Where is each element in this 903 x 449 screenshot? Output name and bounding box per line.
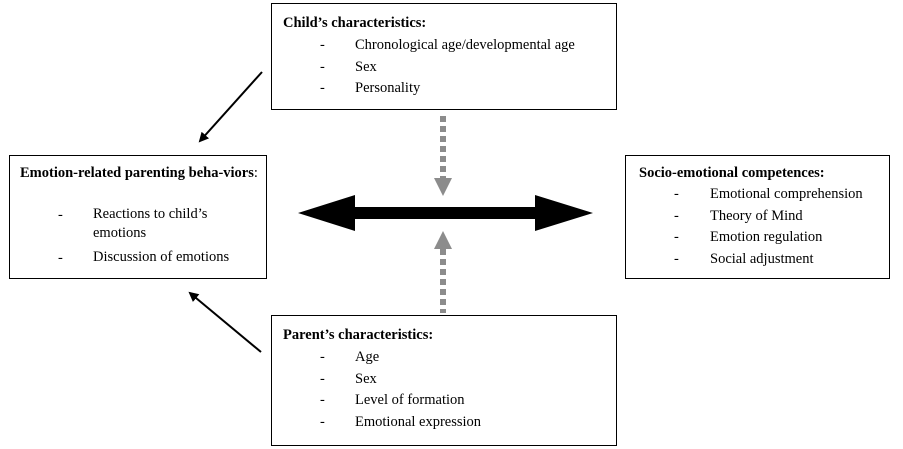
list-item [674, 184, 884, 206]
list-item [320, 347, 610, 369]
child-characteristics-box [271, 3, 617, 110]
socio-item-adjustment: Social adjustment [710, 250, 814, 267]
child-item-age: Chronological age/developmental age [355, 37, 575, 53]
list-item [320, 412, 610, 434]
emotion-parenting-title [20, 163, 260, 183]
bullet-dash: - [674, 250, 679, 267]
double-headed-arrow [298, 195, 593, 231]
bullet-dash: - [320, 392, 325, 408]
bullet-dash: - [320, 370, 325, 387]
list-item [58, 205, 258, 243]
child-item-personality: Personality [355, 80, 421, 96]
parent-characteristics-list [320, 347, 610, 433]
socio-emotional-title: Socio-emotional competences: [639, 165, 825, 181]
bullet-dash: - [58, 207, 63, 223]
bullet-dash: - [674, 229, 679, 245]
list-item [320, 78, 610, 100]
list-item [320, 57, 610, 79]
socio-emotional-box [625, 155, 890, 279]
list-item [320, 369, 610, 391]
emotion-parenting-title-colon: : [253, 165, 258, 181]
emotion-parenting-box [9, 155, 267, 279]
bullet-dash: - [320, 58, 325, 75]
bullet-dash: - [58, 250, 63, 266]
bullet-dash: - [320, 80, 325, 96]
list-item [674, 249, 884, 271]
arrow-parent-to-parenting [190, 293, 261, 352]
socio-item-comprehension: Emotional comprehension [710, 186, 863, 202]
list-item [674, 227, 884, 249]
socio-item-theory-of-mind: Theory of Mind [710, 207, 803, 224]
bullet-dash: - [320, 37, 325, 53]
bullet-dash: - [320, 349, 325, 365]
emotion-parenting-title-text: Emotion-related parenting beha-viors [20, 165, 254, 181]
list-item [674, 206, 884, 228]
child-item-sex: Sex [355, 58, 377, 75]
socio-emotional-list [674, 184, 884, 270]
dotted-arrow-up [434, 231, 452, 313]
parent-characteristics-box [271, 315, 617, 446]
list-item [320, 390, 610, 412]
bullet-dash: - [674, 186, 679, 202]
parent-item-sex: Sex [355, 370, 377, 387]
bullet-dash: - [320, 413, 325, 430]
parenting-item-reactions: Reactions to child’s emotions [93, 206, 208, 241]
emotion-parenting-list [58, 205, 258, 272]
parenting-item-discussion: Discussion of emotions [93, 249, 230, 265]
parent-item-age: Age [355, 349, 380, 365]
parent-item-expression: Emotional expression [355, 413, 482, 430]
arrow-child-to-parenting [200, 72, 262, 141]
parent-item-formation: Level of formation [355, 392, 465, 408]
list-item [58, 248, 258, 267]
child-characteristics-title: Child’s characteristics: [283, 15, 427, 31]
parent-characteristics-title: Parent’s characteristics: [283, 327, 434, 343]
socio-item-regulation: Emotion regulation [710, 229, 823, 245]
child-characteristics-list [320, 35, 610, 100]
dotted-arrow-down [434, 116, 452, 196]
list-item [320, 35, 610, 57]
bullet-dash: - [674, 207, 679, 224]
